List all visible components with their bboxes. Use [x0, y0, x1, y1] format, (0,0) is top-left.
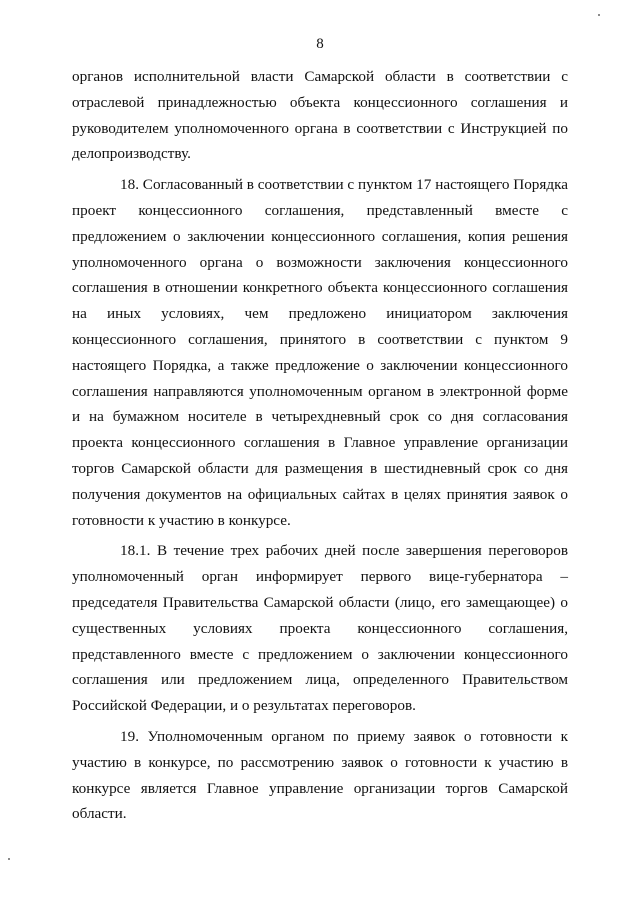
- text-line: концессионного соглашения, принятого в соответствии с пунктом 9: [72, 330, 568, 348]
- text-line: делопроизводству.: [72, 145, 191, 163]
- text-line: представленного вместе с предложением о заключении концессионного: [72, 645, 568, 663]
- text-line: проекта концессионного соглашения в Главное управление организации: [72, 434, 568, 452]
- text-line: 18. Согласованный в соответствии с пунктом 17 настоящего Порядка: [120, 176, 568, 194]
- text-line: соглашения направляются уполномоченным органом в электронной форме: [72, 382, 568, 400]
- text-line: существенных условиях проекта концессионного соглашения,: [72, 619, 568, 637]
- text-line: на иных условиях, чем предложено инициатором заключения: [72, 305, 568, 323]
- text-line: соглашения в отношении конкретного объекта концессионного соглашения: [72, 279, 568, 297]
- text-line: торгов Самарской области для размещения в шестидневный срок со дня: [72, 459, 568, 477]
- text-line: уполномоченного органа о возможности заключения концессионного: [72, 253, 568, 271]
- text-line: области.: [72, 805, 127, 823]
- text-line: получения документов на официальных сайтах в целях принятия заявок о: [72, 485, 568, 503]
- document-body: [72, 64, 568, 827]
- text-line: предложением о заключении концессионного соглашения, копия решения: [72, 227, 568, 245]
- text-line: 18.1. В течение трех рабочих дней после завершения переговоров: [120, 542, 568, 560]
- text-line: органов исполнительной власти Самарской области в соответствии с: [72, 68, 568, 85]
- text-line: уполномоченный орган информирует первого вице-губернатора –: [72, 568, 568, 586]
- text-line: председателя Правительства Самарской области (лицо, его замещающее) о: [72, 593, 568, 611]
- text-line: Российской Федерации, и о результатах переговоров.: [72, 697, 416, 715]
- text-line: соглашения или предложением лица, определенного Правительством: [72, 671, 568, 689]
- scan-speck: [8, 858, 10, 860]
- text-line: проект концессионного соглашения, представленный вместе с: [72, 201, 568, 219]
- paragraph-18-1: [72, 538, 568, 719]
- text-line: готовности к участию в конкурсе.: [72, 511, 291, 529]
- paragraph-continuation: [72, 64, 568, 167]
- text-line: настоящего Порядка, а также предложение о заключении концессионного: [72, 356, 568, 374]
- text-line: отраслевой принадлежностью объекта концессионного соглашения и: [72, 93, 568, 111]
- paragraph-19: [72, 724, 568, 827]
- text-line: конкурсе является Главное управление организации торгов Самарской: [72, 779, 568, 797]
- scan-speck: [598, 14, 600, 16]
- text-line: 19. Уполномоченным органом по приему заявок о готовности к: [120, 727, 568, 745]
- paragraph-18: [72, 172, 568, 533]
- text-line: участию в конкурсе, по рассмотрению заявок о готовности к участию в: [72, 753, 568, 771]
- text-line: и на бумажном носителе в четырехдневный срок со дня согласования: [72, 408, 568, 426]
- text-line: руководителем уполномоченного органа в соответствии с Инструкцией по: [72, 119, 568, 137]
- page-number: 8: [316, 36, 324, 52]
